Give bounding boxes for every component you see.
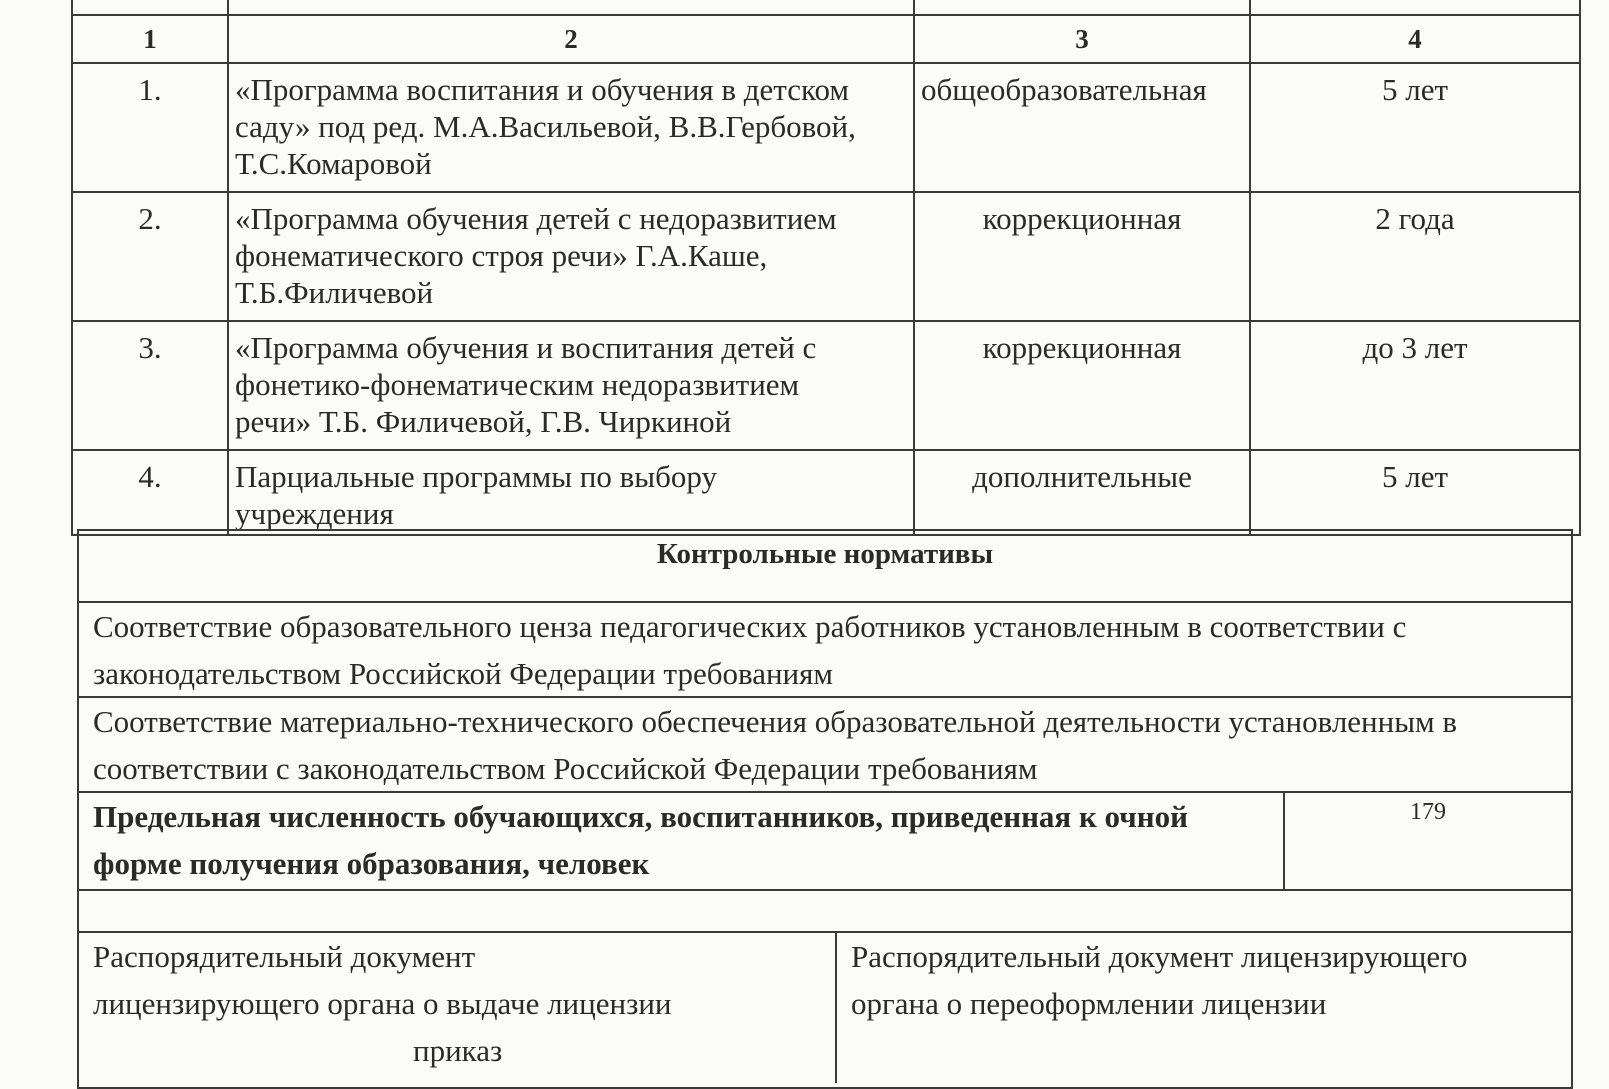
table-cell [914, 0, 1250, 15]
licensing-documents-row [79, 933, 1571, 1083]
program-duration: 5 лет [1250, 450, 1580, 535]
license-issue-line: лицензирующего органа о выдаче лицензии [93, 986, 672, 1021]
table-row [72, 63, 1580, 192]
program-name [228, 63, 914, 192]
program-name-line: Т.С.Комаровой [235, 146, 432, 181]
column-header-3: 3 [914, 15, 1250, 63]
requirement-line: Соответствие материально-технического обеспечения образовательной деятельности установленным в [93, 704, 1458, 739]
license-reissue-line: органа о переоформлении лицензии [851, 986, 1327, 1021]
student-limit-label [79, 793, 1285, 889]
table-row [72, 192, 1580, 321]
empty-row [79, 891, 1571, 933]
program-name-line: «Программа воспитания и обучения в детском [235, 72, 849, 107]
row-number: 2. [72, 192, 228, 321]
program-name-line: фонетико-фонематическим недоразвитием [235, 367, 800, 402]
program-name-line: учреждения [235, 496, 394, 531]
student-limit-line: форме получения образования, человек [93, 846, 650, 881]
row-number: 4. [72, 450, 228, 535]
program-name-line: «Программа обучения детей с недоразвитием [235, 201, 837, 236]
requirement-line: соответствии с законодательством Российской Федерации требованиям [93, 751, 1038, 786]
table-header-row [72, 15, 1580, 63]
table-row [72, 321, 1580, 450]
program-duration: 5 лет [1250, 63, 1580, 192]
requirement-education [79, 603, 1571, 698]
program-name-line: Т.Б.Филичевой [235, 275, 434, 310]
table-row [72, 450, 1580, 535]
student-limit-row [79, 793, 1571, 891]
program-type: общеобразовательная [914, 63, 1250, 192]
program-type: коррекционная [914, 192, 1250, 321]
program-duration: 2 года [1250, 192, 1580, 321]
row-number: 3. [72, 321, 228, 450]
column-header-1: 1 [72, 15, 228, 63]
requirement-line: Соответствие образовательного ценза педагогических работников установленным в соответствии с [93, 609, 1407, 644]
column-header-4: 4 [1250, 15, 1580, 63]
license-reissue-document [837, 933, 1571, 1083]
program-name [228, 192, 914, 321]
row-number: 1. [72, 63, 228, 192]
student-limit-line: Предельная численность обучающихся, воспитанников, приведенная к очной [93, 799, 1188, 834]
license-issue-type: приказ [413, 1033, 503, 1068]
requirement-line: законодательством Российской Федерации требованиям [93, 656, 834, 691]
license-reissue-line: Распорядительный документ лицензирующего [851, 939, 1468, 974]
program-name-line: «Программа обучения и воспитания детей с [235, 330, 817, 365]
program-type: дополнительные [914, 450, 1250, 535]
program-name [228, 450, 914, 535]
table-cell [72, 0, 228, 15]
table-cell [228, 0, 914, 15]
program-name-line: саду» под ред. М.А.Васильевой, В.В.Гербовой, [235, 109, 856, 144]
program-name-line: речи» Т.Б. Филичевой, Г.В. Чиркиной [235, 404, 732, 439]
program-name-line: фонематического строя речи» Г.А.Каше, [235, 238, 768, 273]
column-header-2: 2 [228, 15, 914, 63]
program-name [228, 321, 914, 450]
programs-table [71, 0, 1581, 536]
license-issue-line: Распорядительный документ [93, 939, 476, 974]
student-limit-value: 179 [1410, 799, 1446, 825]
control-norms-title: Контрольные нормативы [79, 531, 1571, 603]
requirement-equipment [79, 698, 1571, 793]
table-cell [1250, 0, 1580, 15]
table-top-stub-row [72, 0, 1580, 15]
license-issue-document [79, 933, 837, 1083]
program-duration: до 3 лет [1250, 321, 1580, 450]
program-type: коррекционная [914, 321, 1250, 450]
control-norms-section [77, 529, 1573, 1089]
program-name-line: Парциальные программы по выбору [235, 459, 717, 494]
